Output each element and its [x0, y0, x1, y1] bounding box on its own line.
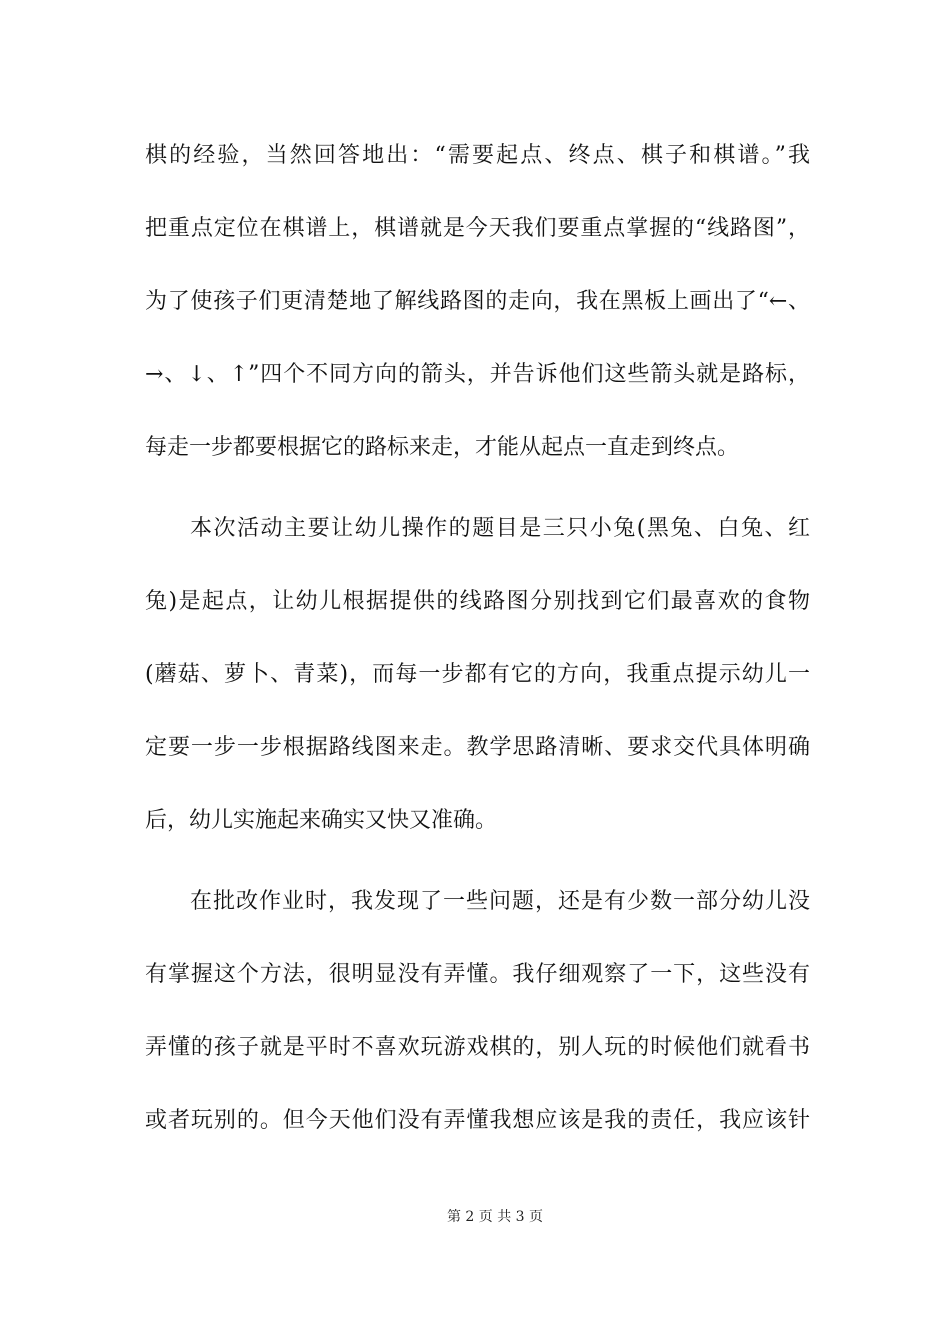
text-line-9: 定要一步一步根据路线图来走。教学思路清晰、要求交代具体明确 — [145, 735, 810, 760]
text-line-13: 弄懂的孩子就是平时不喜欢玩游戏棋的，别人玩的时候他们就看书 — [145, 1035, 810, 1060]
text-line-1: 棋的经验，当然回答地出：“需要起点、终点、棋子和棋谱。”我 — [145, 143, 810, 168]
text-line-6: 本次活动主要让幼儿操作的题目是三只小兔(黑兔、白兔、红 — [190, 516, 810, 541]
text-line-2: 把重点定位在棋谱上，棋谱就是今天我们要重点掌握的“线路图”， — [145, 216, 810, 241]
page-number-label: 第 2 页 共 3 页 — [446, 1209, 544, 1225]
text-line-8: (蘑菇、萝卜、青菜)，而每一步都有它的方向，我重点提示幼儿一 — [145, 662, 810, 687]
text-line-5: 每走一步都要根据它的路标来走，才能从起点一直走到终点。 — [145, 435, 740, 460]
text-line-4: →、↓、↑”四个不同方向的箭头，并告诉他们这些箭头就是路标， — [145, 362, 810, 387]
page-footer — [0, 1205, 950, 1229]
text-line-10: 后，幼儿实施起来确实又快又准确。 — [145, 808, 498, 833]
text-line-14: 或者玩别的。但今天他们没有弄懂我想应该是我的责任，我应该针 — [145, 1108, 810, 1133]
text-line-11: 在批改作业时，我发现了一些问题，还是有少数一部分幼儿没 — [190, 889, 810, 914]
text-line-3: 为了使孩子们更清楚地了解线路图的走向，我在黑板上画出了“←、 — [145, 289, 810, 314]
text-line-7: 兔)是起点，让幼儿根据提供的线路图分别找到它们最喜欢的食物 — [145, 589, 810, 614]
text-line-12: 有掌握这个方法，很明显没有弄懂。我仔细观察了一下，这些没有 — [145, 962, 810, 987]
